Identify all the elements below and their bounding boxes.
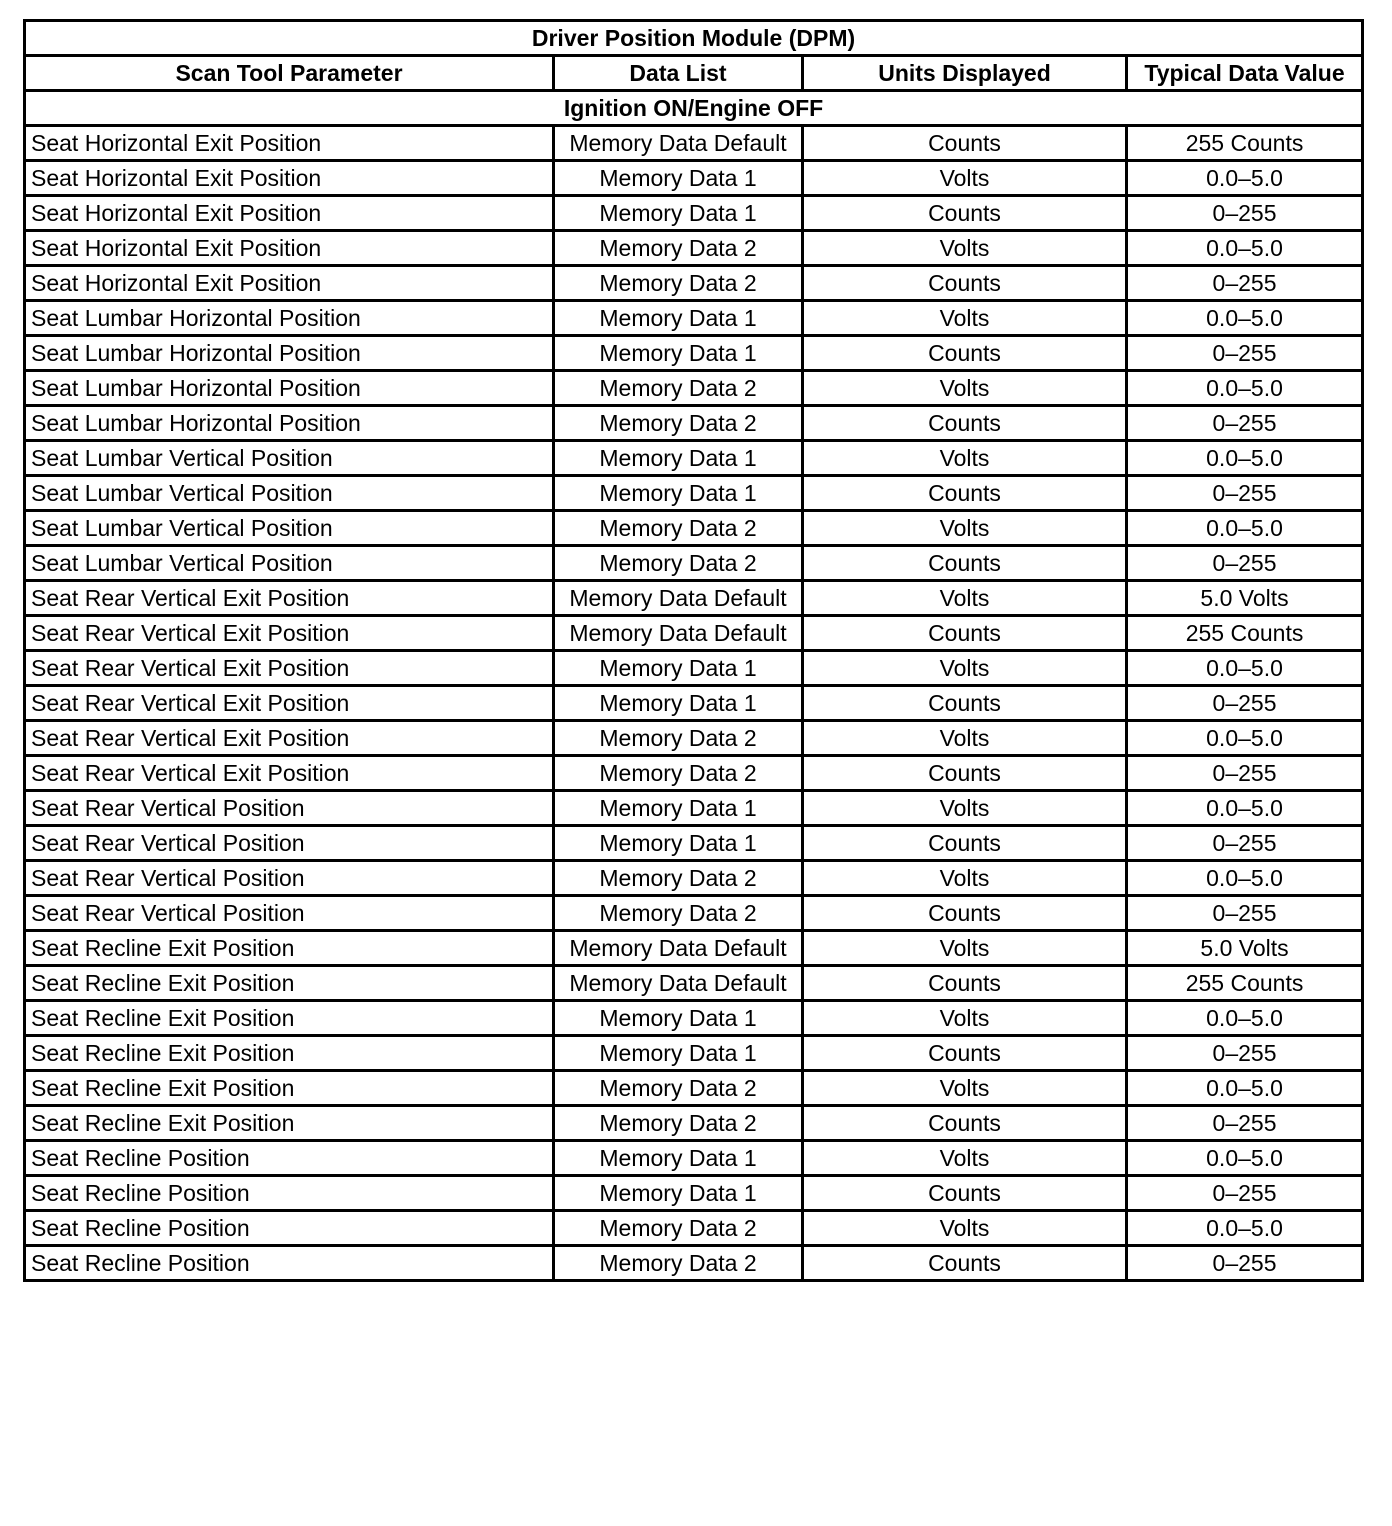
cell-typical-data-value: 0.0–5.0 — [1127, 301, 1363, 336]
cell-units-displayed: Counts — [803, 966, 1127, 1001]
table-row — [25, 1036, 1363, 1071]
cell-scan-tool-parameter: Seat Lumbar Vertical Position — [25, 441, 554, 476]
cell-typical-data-value: 5.0 Volts — [1127, 931, 1363, 966]
cell-units-displayed: Volts — [803, 1141, 1127, 1176]
cell-typical-data-value: 0.0–5.0 — [1127, 1071, 1363, 1106]
cell-typical-data-value: 0.0–5.0 — [1127, 1141, 1363, 1176]
cell-typical-data-value: 0.0–5.0 — [1127, 651, 1363, 686]
cell-typical-data-value: 0.0–5.0 — [1127, 161, 1363, 196]
table-row — [25, 371, 1363, 406]
cell-data-list: Memory Data Default — [554, 126, 803, 161]
cell-units-displayed: Counts — [803, 1176, 1127, 1211]
cell-typical-data-value: 0.0–5.0 — [1127, 441, 1363, 476]
table-row — [25, 721, 1363, 756]
cell-units-displayed: Volts — [803, 861, 1127, 896]
cell-units-displayed: Counts — [803, 1106, 1127, 1141]
table-row — [25, 406, 1363, 441]
cell-scan-tool-parameter: Seat Recline Position — [25, 1246, 554, 1281]
table-row — [25, 651, 1363, 686]
cell-typical-data-value: 0–255 — [1127, 196, 1363, 231]
table-row — [25, 616, 1363, 651]
cell-units-displayed: Counts — [803, 266, 1127, 301]
cell-scan-tool-parameter: Seat Horizontal Exit Position — [25, 161, 554, 196]
cell-scan-tool-parameter: Seat Recline Exit Position — [25, 1071, 554, 1106]
cell-units-displayed: Counts — [803, 406, 1127, 441]
cell-scan-tool-parameter: Seat Horizontal Exit Position — [25, 126, 554, 161]
cell-scan-tool-parameter: Seat Recline Position — [25, 1141, 554, 1176]
cell-units-displayed: Volts — [803, 791, 1127, 826]
cell-units-displayed: Volts — [803, 931, 1127, 966]
cell-scan-tool-parameter: Seat Horizontal Exit Position — [25, 196, 554, 231]
cell-scan-tool-parameter: Seat Lumbar Vertical Position — [25, 511, 554, 546]
section-heading: Ignition ON/Engine OFF — [25, 91, 1363, 126]
table-row — [25, 931, 1363, 966]
table-row — [25, 1071, 1363, 1106]
table-row — [25, 791, 1363, 826]
table-row — [25, 826, 1363, 861]
cell-data-list: Memory Data 2 — [554, 861, 803, 896]
cell-units-displayed: Counts — [803, 476, 1127, 511]
cell-data-list: Memory Data 1 — [554, 476, 803, 511]
cell-data-list: Memory Data 2 — [554, 756, 803, 791]
cell-scan-tool-parameter: Seat Lumbar Horizontal Position — [25, 406, 554, 441]
cell-scan-tool-parameter: Seat Recline Exit Position — [25, 1036, 554, 1071]
table-title-row — [25, 21, 1363, 56]
cell-units-displayed: Volts — [803, 651, 1127, 686]
cell-units-displayed: Volts — [803, 441, 1127, 476]
cell-units-displayed: Counts — [803, 896, 1127, 931]
cell-scan-tool-parameter: Seat Lumbar Vertical Position — [25, 476, 554, 511]
table-row — [25, 1001, 1363, 1036]
table-title: Driver Position Module (DPM) — [25, 21, 1363, 56]
cell-scan-tool-parameter: Seat Rear Vertical Position — [25, 861, 554, 896]
cell-data-list: Memory Data 1 — [554, 196, 803, 231]
table-row — [25, 1176, 1363, 1211]
cell-data-list: Memory Data 1 — [554, 651, 803, 686]
cell-data-list: Memory Data 1 — [554, 336, 803, 371]
table-row — [25, 581, 1363, 616]
cell-scan-tool-parameter: Seat Rear Vertical Exit Position — [25, 756, 554, 791]
cell-data-list: Memory Data 2 — [554, 1246, 803, 1281]
cell-units-displayed: Counts — [803, 616, 1127, 651]
column-header-data-list: Data List — [554, 56, 803, 91]
cell-data-list: Memory Data Default — [554, 616, 803, 651]
table-row — [25, 231, 1363, 266]
table-body — [25, 126, 1363, 1281]
cell-typical-data-value: 255 Counts — [1127, 616, 1363, 651]
cell-units-displayed: Volts — [803, 1071, 1127, 1106]
cell-data-list: Memory Data 1 — [554, 1141, 803, 1176]
column-header-units-displayed: Units Displayed — [803, 56, 1127, 91]
cell-typical-data-value: 0–255 — [1127, 1036, 1363, 1071]
cell-units-displayed: Volts — [803, 231, 1127, 266]
cell-units-displayed: Counts — [803, 756, 1127, 791]
table-row — [25, 441, 1363, 476]
cell-data-list: Memory Data 1 — [554, 1176, 803, 1211]
table-row — [25, 966, 1363, 1001]
cell-typical-data-value: 0–255 — [1127, 896, 1363, 931]
column-header-row — [25, 56, 1363, 91]
cell-typical-data-value: 0.0–5.0 — [1127, 511, 1363, 546]
cell-scan-tool-parameter: Seat Rear Vertical Position — [25, 826, 554, 861]
table-row — [25, 1211, 1363, 1246]
cell-scan-tool-parameter: Seat Recline Exit Position — [25, 966, 554, 1001]
cell-units-displayed: Volts — [803, 721, 1127, 756]
table-row — [25, 336, 1363, 371]
cell-typical-data-value: 0.0–5.0 — [1127, 1001, 1363, 1036]
cell-scan-tool-parameter: Seat Recline Position — [25, 1211, 554, 1246]
cell-data-list: Memory Data 2 — [554, 1211, 803, 1246]
cell-data-list: Memory Data 1 — [554, 161, 803, 196]
table-row — [25, 511, 1363, 546]
cell-typical-data-value: 0–255 — [1127, 266, 1363, 301]
cell-typical-data-value: 0–255 — [1127, 1246, 1363, 1281]
column-header-scan-tool-parameter: Scan Tool Parameter — [25, 56, 554, 91]
table-row — [25, 1246, 1363, 1281]
cell-scan-tool-parameter: Seat Lumbar Vertical Position — [25, 546, 554, 581]
cell-typical-data-value: 0–255 — [1127, 826, 1363, 861]
cell-typical-data-value: 0–255 — [1127, 1106, 1363, 1141]
cell-data-list: Memory Data 2 — [554, 371, 803, 406]
cell-data-list: Memory Data 2 — [554, 546, 803, 581]
cell-data-list: Memory Data 1 — [554, 826, 803, 861]
table-row — [25, 546, 1363, 581]
cell-data-list: Memory Data 1 — [554, 301, 803, 336]
cell-data-list: Memory Data 1 — [554, 686, 803, 721]
cell-typical-data-value: 0–255 — [1127, 756, 1363, 791]
cell-scan-tool-parameter: Seat Rear Vertical Exit Position — [25, 581, 554, 616]
cell-units-displayed: Volts — [803, 161, 1127, 196]
cell-scan-tool-parameter: Seat Rear Vertical Exit Position — [25, 721, 554, 756]
cell-units-displayed: Counts — [803, 126, 1127, 161]
cell-scan-tool-parameter: Seat Lumbar Horizontal Position — [25, 336, 554, 371]
cell-data-list: Memory Data 2 — [554, 511, 803, 546]
cell-units-displayed: Counts — [803, 1246, 1127, 1281]
cell-typical-data-value: 0.0–5.0 — [1127, 231, 1363, 266]
table-row — [25, 161, 1363, 196]
table-row — [25, 686, 1363, 721]
cell-data-list: Memory Data 2 — [554, 896, 803, 931]
cell-typical-data-value: 0–255 — [1127, 1176, 1363, 1211]
cell-units-displayed: Volts — [803, 301, 1127, 336]
cell-scan-tool-parameter: Seat Rear Vertical Position — [25, 791, 554, 826]
cell-data-list: Memory Data 2 — [554, 1071, 803, 1106]
cell-data-list: Memory Data 1 — [554, 791, 803, 826]
cell-data-list: Memory Data Default — [554, 931, 803, 966]
section-row — [25, 91, 1363, 126]
cell-units-displayed: Counts — [803, 826, 1127, 861]
cell-data-list: Memory Data 2 — [554, 721, 803, 756]
cell-typical-data-value: 255 Counts — [1127, 126, 1363, 161]
table-row — [25, 266, 1363, 301]
cell-data-list: Memory Data 2 — [554, 406, 803, 441]
cell-scan-tool-parameter: Seat Rear Vertical Exit Position — [25, 686, 554, 721]
cell-data-list: Memory Data 1 — [554, 1036, 803, 1071]
cell-units-displayed: Counts — [803, 546, 1127, 581]
cell-units-displayed: Volts — [803, 1001, 1127, 1036]
cell-typical-data-value: 0–255 — [1127, 406, 1363, 441]
cell-data-list: Memory Data Default — [554, 581, 803, 616]
cell-scan-tool-parameter: Seat Recline Exit Position — [25, 1001, 554, 1036]
cell-scan-tool-parameter: Seat Recline Exit Position — [25, 1106, 554, 1141]
cell-typical-data-value: 255 Counts — [1127, 966, 1363, 1001]
cell-units-displayed: Volts — [803, 371, 1127, 406]
cell-units-displayed: Counts — [803, 1036, 1127, 1071]
cell-typical-data-value: 0–255 — [1127, 476, 1363, 511]
cell-typical-data-value: 0.0–5.0 — [1127, 861, 1363, 896]
cell-typical-data-value: 0–255 — [1127, 686, 1363, 721]
cell-units-displayed: Counts — [803, 196, 1127, 231]
cell-data-list: Memory Data Default — [554, 966, 803, 1001]
table-row — [25, 1141, 1363, 1176]
cell-scan-tool-parameter: Seat Lumbar Horizontal Position — [25, 371, 554, 406]
table-row — [25, 301, 1363, 336]
table-row — [25, 126, 1363, 161]
cell-units-displayed: Counts — [803, 336, 1127, 371]
cell-typical-data-value: 0–255 — [1127, 336, 1363, 371]
cell-data-list: Memory Data 1 — [554, 1001, 803, 1036]
cell-typical-data-value: 0.0–5.0 — [1127, 1211, 1363, 1246]
cell-units-displayed: Volts — [803, 1211, 1127, 1246]
cell-typical-data-value: 0.0–5.0 — [1127, 371, 1363, 406]
cell-scan-tool-parameter: Seat Lumbar Horizontal Position — [25, 301, 554, 336]
cell-scan-tool-parameter: Seat Horizontal Exit Position — [25, 231, 554, 266]
cell-units-displayed: Volts — [803, 581, 1127, 616]
cell-scan-tool-parameter: Seat Horizontal Exit Position — [25, 266, 554, 301]
cell-data-list: Memory Data 2 — [554, 266, 803, 301]
cell-scan-tool-parameter: Seat Recline Position — [25, 1176, 554, 1211]
table-row — [25, 476, 1363, 511]
cell-scan-tool-parameter: Seat Rear Vertical Position — [25, 896, 554, 931]
cell-typical-data-value: 0–255 — [1127, 546, 1363, 581]
cell-scan-tool-parameter: Seat Rear Vertical Exit Position — [25, 616, 554, 651]
dpm-data-table — [23, 19, 1364, 1282]
table-row — [25, 196, 1363, 231]
cell-typical-data-value: 0.0–5.0 — [1127, 791, 1363, 826]
cell-typical-data-value: 5.0 Volts — [1127, 581, 1363, 616]
table-row — [25, 861, 1363, 896]
cell-data-list: Memory Data 2 — [554, 1106, 803, 1141]
cell-units-displayed: Counts — [803, 686, 1127, 721]
cell-data-list: Memory Data 2 — [554, 231, 803, 266]
cell-typical-data-value: 0.0–5.0 — [1127, 721, 1363, 756]
table-row — [25, 756, 1363, 791]
table-row — [25, 1106, 1363, 1141]
cell-scan-tool-parameter: Seat Rear Vertical Exit Position — [25, 651, 554, 686]
table-row — [25, 896, 1363, 931]
cell-scan-tool-parameter: Seat Recline Exit Position — [25, 931, 554, 966]
column-header-typical-data-value: Typical Data Value — [1127, 56, 1363, 91]
cell-data-list: Memory Data 1 — [554, 441, 803, 476]
cell-units-displayed: Volts — [803, 511, 1127, 546]
